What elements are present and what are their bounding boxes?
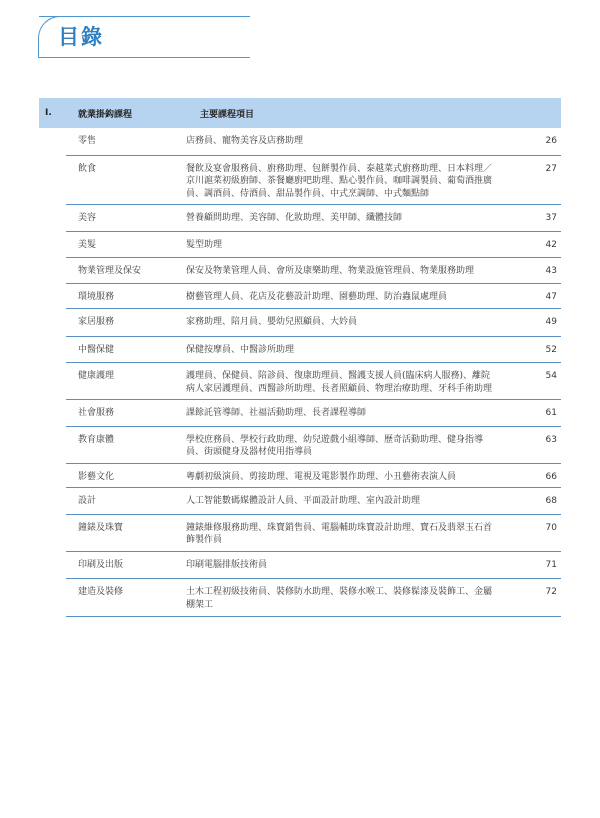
course-items: 店務員、寵物美容及店務助理 [186,136,304,146]
page-number[interactable]: 70 [545,522,557,533]
page-number[interactable]: 52 [545,344,557,355]
page-number[interactable]: 27 [545,163,557,174]
course-category: 零售 [78,136,97,146]
toc-row[interactable] [66,464,561,489]
toc-row[interactable] [66,337,561,364]
page-number[interactable]: 68 [545,496,557,506]
toc-row[interactable] [66,400,561,427]
course-category: 飲食 [78,163,97,174]
course-items: 保健按摩員、中醫診所助理 [186,344,295,355]
course-category: 美容 [78,213,97,223]
course-category: 建造及裝修 [78,587,124,597]
toc-row[interactable] [66,309,561,337]
course-column-header: 就業掛鈎課程 [78,109,133,120]
course-items: 課餘託管導師、社福活動助理、長者課程導師 [186,408,367,418]
course-items: 保安及物業管理人員、會所及康樂助理、物業設施管理員、物業服務助理 [186,266,475,276]
course-items: 鐘錶維修服務助理、珠寶銷售員、電腦輔助珠寶設計助理、寶石及翡翠玉石首飾製作員 [186,522,493,545]
course-category: 設計 [78,496,97,506]
course-items: 護理員、保健員、陪診員、復康助理員、醫護支援人員(臨床病人服務)、離院病人家居護理員、西醫診所助理、長者照顧員、物理治療助理、牙科手術助理 [186,371,493,394]
course-items: 土木工程初級技術員、裝修防水助理、裝修水喉工、裝修髹漆及裝飾工、金屬棚架工 [186,587,493,610]
toc-row[interactable] [66,205,561,232]
page-number[interactable]: 49 [545,317,557,327]
course-items: 家務助理、陪月員、嬰幼兒照顧員、大妗員 [186,317,358,327]
course-category: 中醫保健 [78,344,115,355]
course-items: 印刷電腦排版技術員 [186,559,268,570]
page-number[interactable]: 42 [545,239,557,250]
page-number[interactable]: 26 [545,136,557,146]
course-items: 學校庶務員、學校行政助理、幼兒遊戲小組導師、歷奇活動助理、健身指導員、街頭健身及器材使用指導員 [186,434,484,457]
toc-row[interactable] [66,284,561,310]
page-number[interactable]: 54 [545,371,557,381]
page-title: 目錄 [58,25,104,49]
course-category: 家居服務 [78,317,115,327]
toc-row[interactable] [66,488,561,515]
course-category: 物業管理及保安 [78,266,142,276]
page-number[interactable]: 66 [545,471,557,482]
toc-row[interactable] [66,232,561,259]
page-number[interactable]: 71 [545,559,557,570]
course-category: 鐘錶及珠寶 [78,522,124,533]
section-number: I. [45,108,52,118]
course-items: 營養顧問助理、美容師、化妝助理、美甲師、纖體技師 [186,213,403,223]
toc-row[interactable] [66,552,561,580]
course-items: 粵劇初級演員、剪接助理、電視及電影製作助理、小丑藝術表演人員 [186,471,457,482]
course-category: 美髮 [78,239,97,250]
course-items: 髮型助理 [186,239,223,250]
toc-header-row [39,98,561,128]
page-number[interactable]: 37 [545,213,557,223]
page-number[interactable]: 63 [545,434,557,445]
toc-row[interactable] [66,258,561,284]
course-category: 健康護理 [78,371,115,381]
table-of-contents [39,98,561,617]
course-category: 社會服務 [78,408,115,418]
course-category: 印刷及出版 [78,559,124,570]
items-column-header: 主要課程項目 [200,109,255,120]
course-items: 人工智能數碼媒體設計人員、平面設計助理、室內設計助理 [186,496,421,506]
toc-rows [39,128,561,617]
page-number[interactable]: 43 [545,266,557,276]
toc-row[interactable] [66,427,561,464]
toc-row[interactable] [66,128,561,156]
course-items: 餐飲及宴會服務員、廚務助理、包餅製作員、泰越菜式廚務助理、日本料理／京川滬菜初級廚師、茶餐廳廚吧助理、點心製作員、咖啡調製員、葡萄酒推廣員、調酒員、侍酒員、甜品製作員、中式烹調師、中式麵點師 [186,163,493,199]
title-tab-underline [38,57,250,58]
course-category: 影藝文化 [78,471,115,482]
course-category: 環境服務 [78,291,115,302]
toc-row[interactable] [66,363,561,400]
toc-row[interactable] [66,156,561,206]
course-items: 樹藝管理人員、花店及花藝設計助理、園藝助理、防治蟲鼠處理員 [186,291,448,302]
course-category: 教育康體 [78,434,115,445]
page-number[interactable]: 61 [545,408,557,418]
page-number[interactable]: 72 [545,587,557,597]
page-number[interactable]: 47 [545,291,557,302]
toc-row[interactable] [66,579,561,617]
toc-row[interactable] [66,515,561,552]
